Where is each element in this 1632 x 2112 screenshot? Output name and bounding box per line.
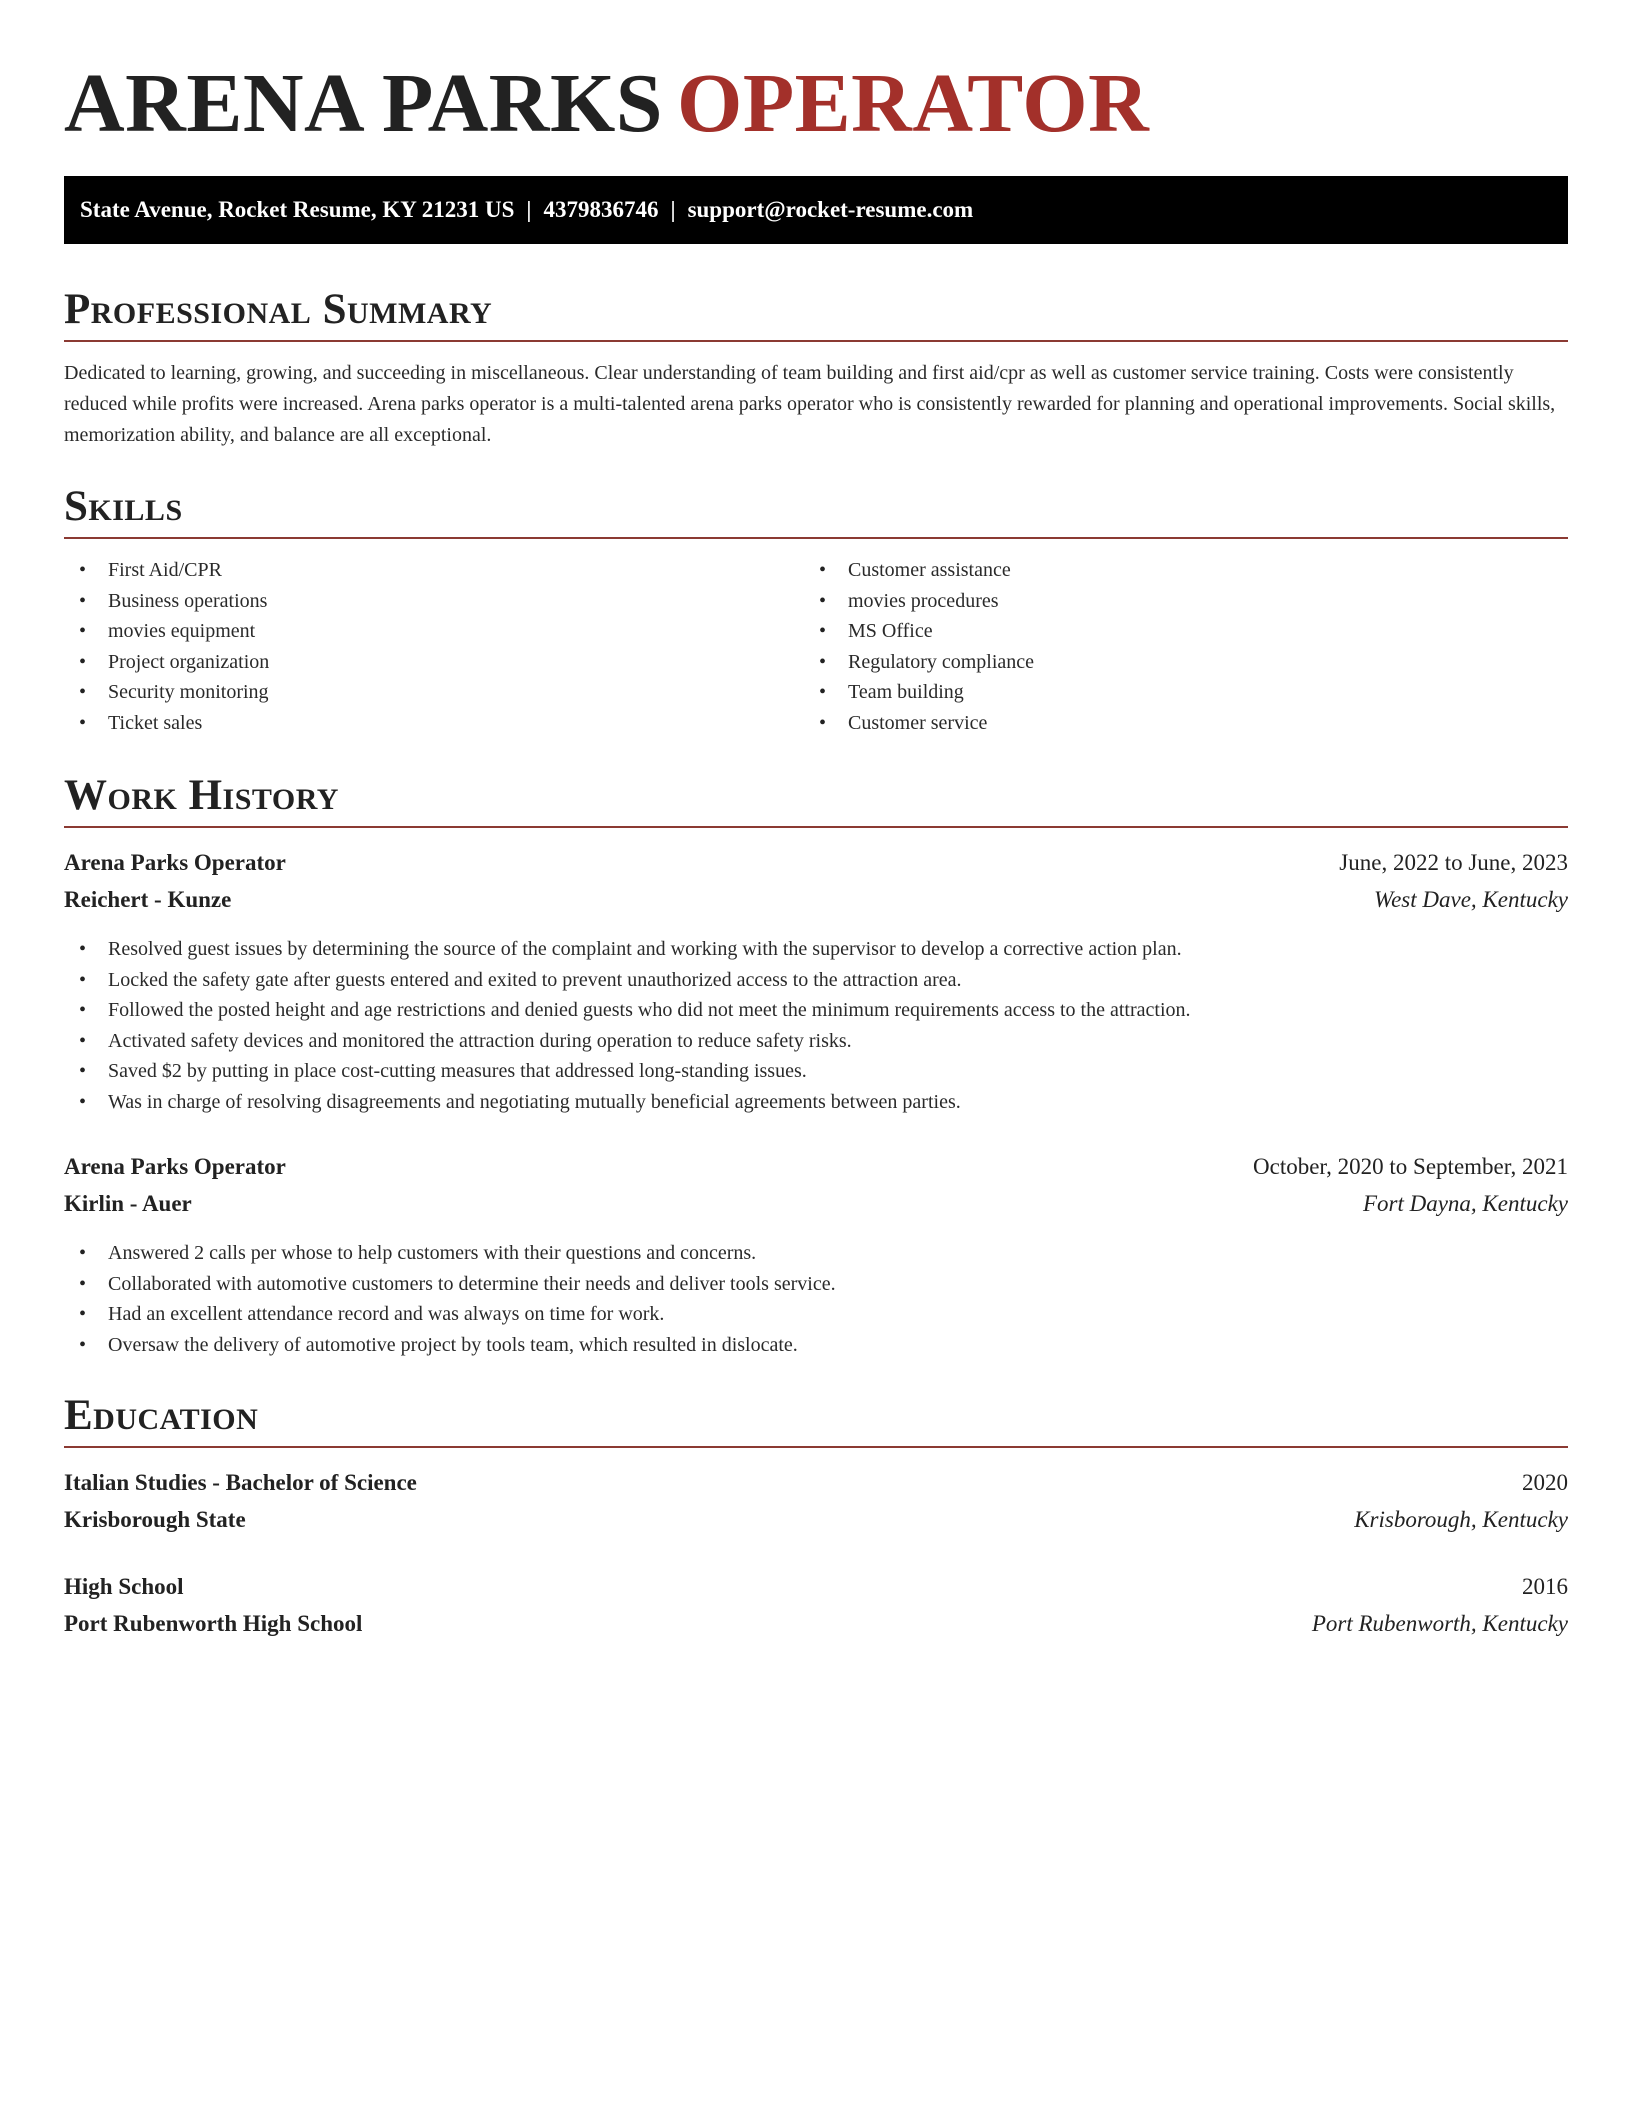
job-subheader xyxy=(64,1185,1568,1222)
education-heading: Education xyxy=(64,1392,259,1439)
job-dates: June, 2022 to June, 2023 xyxy=(1339,850,1568,875)
summary-heading: Professional Summary xyxy=(64,286,493,333)
job-company: Kirlin - Auer xyxy=(64,1191,192,1216)
education-header xyxy=(64,1568,1568,1605)
education-year: 2020 xyxy=(1522,1470,1568,1495)
skill-item: • movies procedures xyxy=(804,586,1544,617)
section-divider xyxy=(64,537,1568,539)
education-school: Krisborough State xyxy=(64,1507,246,1532)
skill-item: • Security monitoring xyxy=(64,677,804,708)
work-history-heading: Work History xyxy=(64,772,339,819)
education-school: Port Rubenworth High School xyxy=(64,1611,363,1636)
job-duty: • Answered 2 calls per whose to help customers with their questions and concerns. xyxy=(64,1238,1568,1269)
job-duties xyxy=(64,1238,1568,1360)
contact-address: State Avenue, Rocket Resume, KY 21231 US xyxy=(80,197,515,222)
job-duties xyxy=(64,934,1568,1117)
skill-item: • Team building xyxy=(804,677,1544,708)
name-first: ARENA PARKS xyxy=(64,57,663,150)
job-subheader xyxy=(64,881,1568,918)
education-location: Krisborough, Kentucky xyxy=(1354,1507,1568,1532)
skill-item: • Regulatory compliance xyxy=(804,647,1544,678)
skills-list xyxy=(64,555,1568,738)
skills-heading: Skills xyxy=(64,483,183,530)
education-degree: High School xyxy=(64,1574,184,1599)
contact-separator: | xyxy=(526,197,532,222)
section-divider xyxy=(64,1446,1568,1448)
job-duty: • Collaborated with automotive customers to determine their needs and deliver tools service. xyxy=(64,1269,1568,1300)
job-location: Fort Dayna, Kentucky xyxy=(1362,1191,1568,1216)
job-location: West Dave, Kentucky xyxy=(1374,887,1568,912)
contact-bar xyxy=(64,176,1568,244)
section-divider xyxy=(64,826,1568,828)
job-entry xyxy=(64,1148,1568,1360)
job-duty: • Saved $2 by putting in place cost-cutting measures that addressed long-standing issues. xyxy=(64,1056,1568,1087)
job-title: Arena Parks Operator xyxy=(64,1154,286,1179)
skill-item: • Customer assistance xyxy=(804,555,1544,586)
skill-item: • First Aid/CPR xyxy=(64,555,804,586)
contact-email: support@rocket-resume.com xyxy=(687,197,974,222)
skill-item: • Project organization xyxy=(64,647,804,678)
education-entry xyxy=(64,1464,1568,1538)
skill-item: • MS Office xyxy=(804,616,1544,647)
job-header xyxy=(64,844,1568,881)
skill-item: • Customer service xyxy=(804,708,1544,739)
resume-page xyxy=(64,0,1568,1642)
skill-item: • movies equipment xyxy=(64,616,804,647)
job-entry xyxy=(64,844,1568,1117)
job-duty: • Resolved guest issues by determining the source of the complaint and working with the supervisor to develop a corrective action plan. xyxy=(64,934,1568,965)
contact-phone: 4379836746 xyxy=(543,197,659,222)
job-dates: October, 2020 to September, 2021 xyxy=(1253,1154,1568,1179)
job-duty: • Was in charge of resolving disagreements and negotiating mutually beneficial agreements between parties. xyxy=(64,1087,1568,1118)
education-degree: Italian Studies - Bachelor of Science xyxy=(64,1470,417,1495)
job-duty: • Had an excellent attendance record and was always on time for work. xyxy=(64,1299,1568,1330)
skill-item: • Business operations xyxy=(64,586,804,617)
skills-column-left xyxy=(64,555,804,738)
education-entry xyxy=(64,1568,1568,1642)
education-header xyxy=(64,1464,1568,1501)
job-company: Reichert - Kunze xyxy=(64,887,232,912)
education-location: Port Rubenworth, Kentucky xyxy=(1311,1611,1568,1636)
education-subheader xyxy=(64,1605,1568,1642)
summary-text: Dedicated to learning, growing, and succeeding in miscellaneous. Clear understanding of team building and first aid/cpr as well as customer service training. Costs were consistently reduced while profits were increased. Arena parks operator is a multi-talented arena parks operator who is consistently rewarded for planning and operational improvements. Social skills, memorization ability, and balance are all exceptional. xyxy=(64,362,1556,446)
name-title: OPERATOR xyxy=(677,57,1150,150)
education-year: 2016 xyxy=(1522,1574,1568,1599)
resume-name xyxy=(64,52,1568,156)
contact-separator: | xyxy=(670,197,676,222)
skill-item: • Ticket sales xyxy=(64,708,804,739)
job-duty: • Locked the safety gate after guests entered and exited to prevent unauthorized access to the attraction area. xyxy=(64,965,1568,996)
education-subheader xyxy=(64,1501,1568,1538)
job-duty: • Activated safety devices and monitored the attraction during operation to reduce safety risks. xyxy=(64,1026,1568,1057)
job-header xyxy=(64,1148,1568,1185)
job-title: Arena Parks Operator xyxy=(64,850,286,875)
job-duty: • Oversaw the delivery of automotive project by tools team, which resulted in dislocate. xyxy=(64,1330,1568,1361)
skills-column-right xyxy=(804,555,1544,738)
section-divider xyxy=(64,340,1568,342)
job-duty: • Followed the posted height and age restrictions and denied guests who did not meet the minimum requirements access to the attraction. xyxy=(64,995,1568,1026)
